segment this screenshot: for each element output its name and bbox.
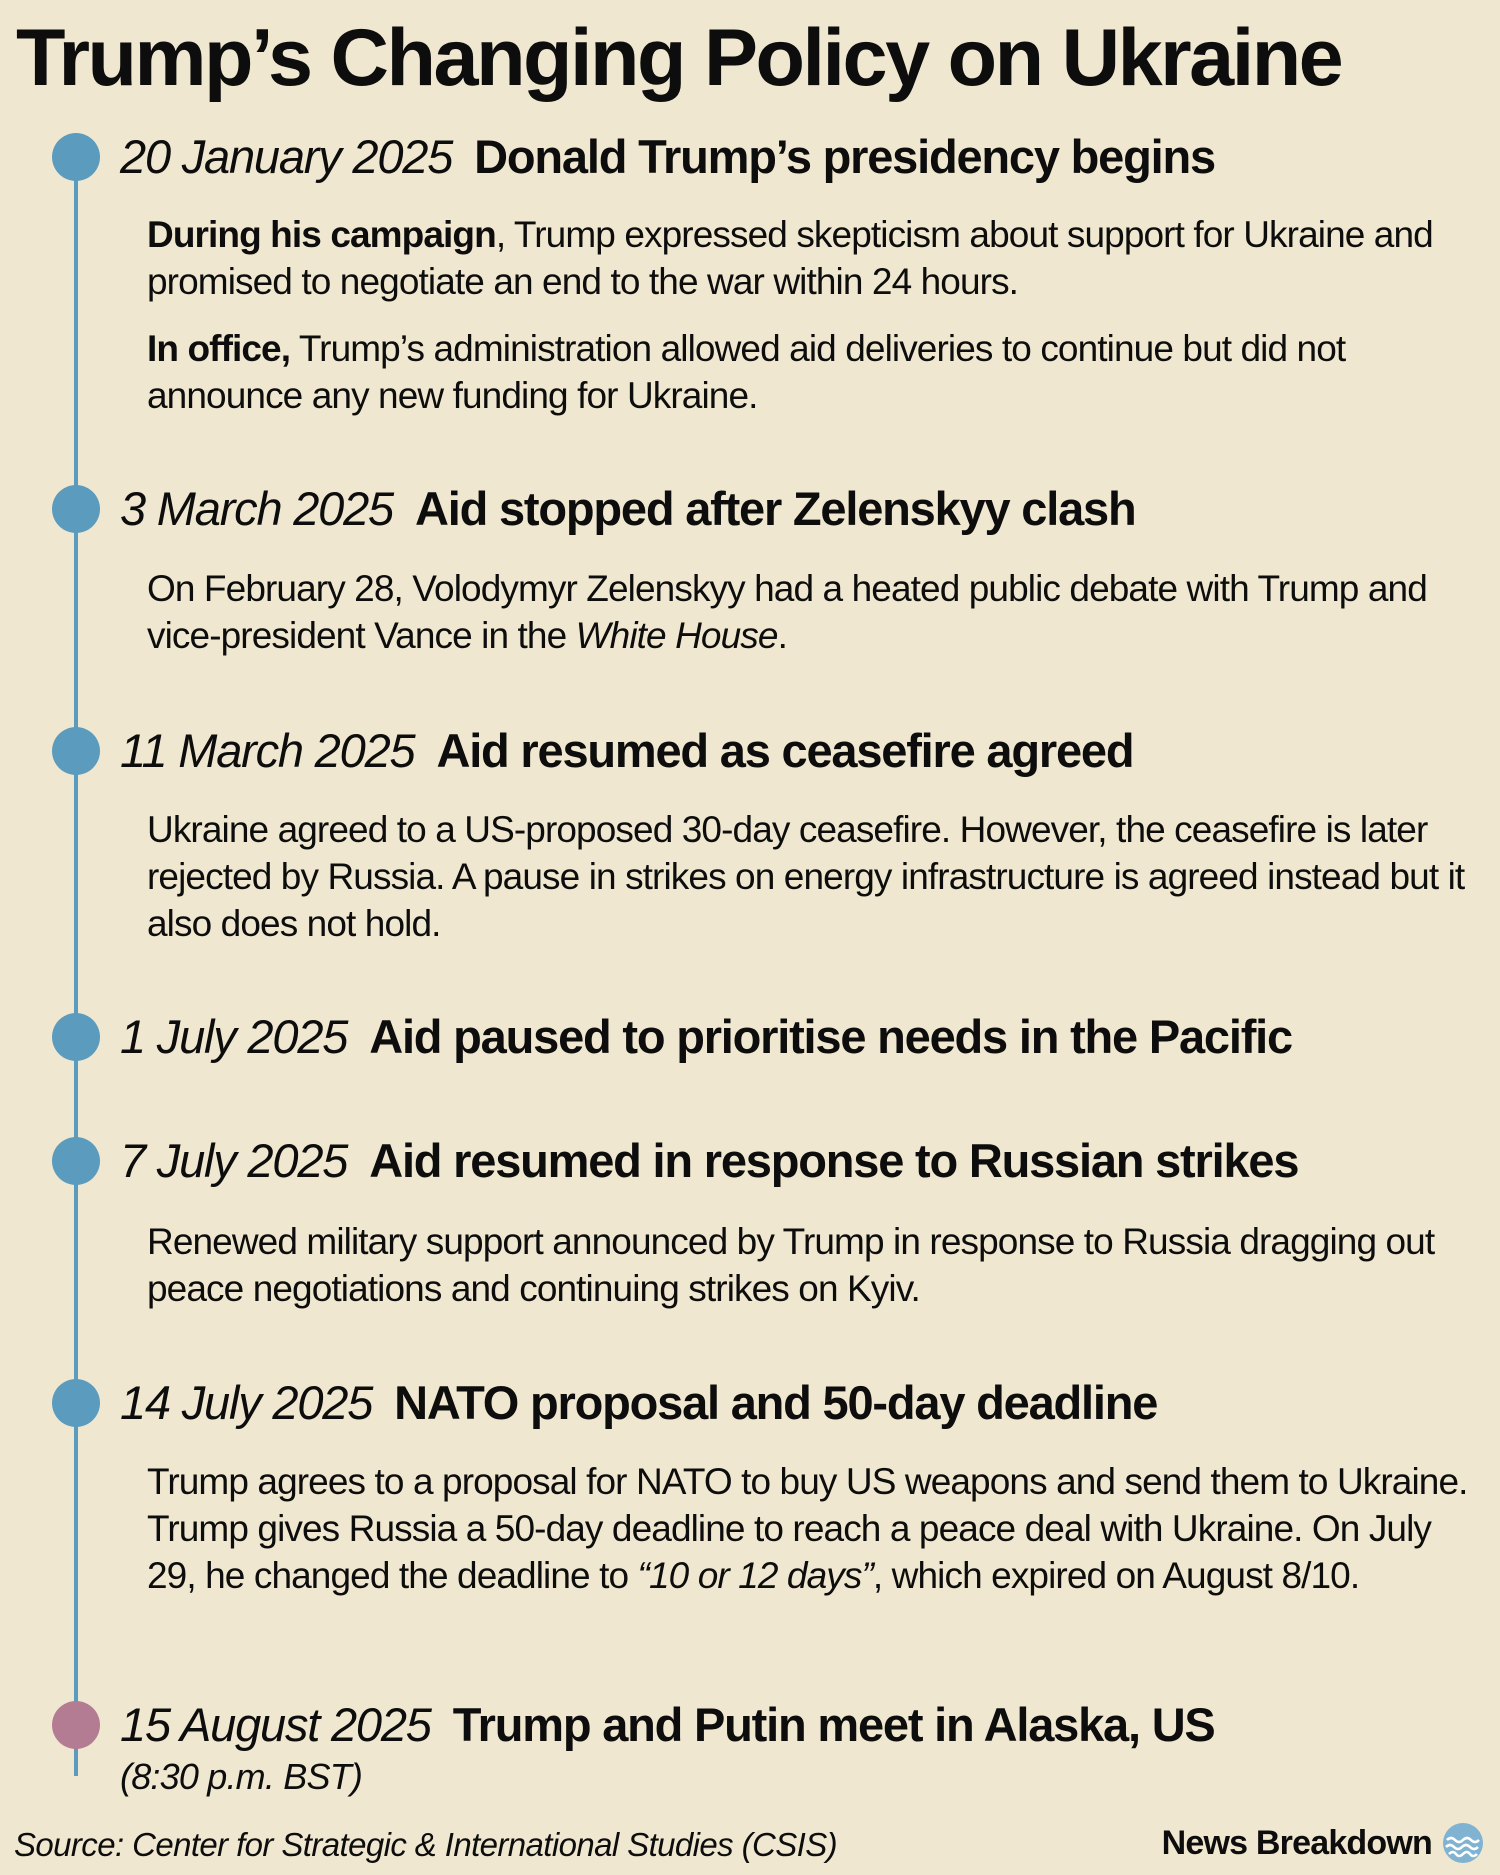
event-heading bbox=[120, 723, 1133, 779]
event-label: Aid resumed as ceasefire agreed bbox=[436, 724, 1134, 777]
event-heading bbox=[120, 1697, 1215, 1753]
brand bbox=[1162, 1822, 1484, 1864]
paragraph-emphasis: White House bbox=[575, 615, 778, 656]
source-note: Source: Center for Strategic & International Studies (CSIS) bbox=[14, 1826, 838, 1863]
event-paragraph bbox=[147, 1218, 1477, 1312]
event-paragraph bbox=[147, 211, 1477, 305]
timeline-dot bbox=[52, 133, 100, 181]
paragraph-text: On February 28, Volodymyr Zelenskyy had a heated public debate with Trump and vice-president Vance in the bbox=[147, 568, 1427, 656]
event-date: 14 July 2025 bbox=[120, 1376, 373, 1429]
event-heading bbox=[120, 1375, 1157, 1431]
brand-name: News Breakdown bbox=[1161, 1823, 1432, 1862]
page-title: Trump’s Changing Policy on Ukraine bbox=[16, 13, 1342, 103]
event-date: 11 March 2025 bbox=[120, 724, 415, 777]
event-label: NATO proposal and 50-day deadline bbox=[394, 1376, 1158, 1429]
timeline-line bbox=[74, 158, 78, 1776]
event-subtitle: (8:30 p.m. BST) bbox=[120, 1756, 363, 1797]
paragraph-text: Ukraine agreed to a US-proposed 30-day ceasefire. However, the ceasefire is later rejected by Russia. A pause in strikes on energy infrastructure is agreed instead but it also does not hold. bbox=[147, 809, 1465, 944]
waves-logo-icon bbox=[1442, 1822, 1484, 1864]
event-label: Aid resumed in response to Russian strikes bbox=[369, 1134, 1299, 1187]
event-label: Trump and Putin meet in Alaska, US bbox=[452, 1698, 1215, 1751]
paragraph-text: Renewed military support announced by Trump in response to Russia dragging out peace negotiations and continuing strikes on Kyiv. bbox=[147, 1221, 1435, 1309]
paragraph-tail: , which expired on August 8/10. bbox=[872, 1555, 1360, 1596]
timeline-dot bbox=[52, 1379, 100, 1427]
event-heading bbox=[120, 129, 1215, 185]
paragraph-lead: In office, bbox=[147, 328, 291, 369]
event-date: 7 July 2025 bbox=[120, 1134, 348, 1187]
timeline-dot bbox=[52, 1013, 100, 1061]
event-paragraph bbox=[147, 806, 1477, 947]
paragraph-emphasis: “10 or 12 days” bbox=[637, 1555, 873, 1596]
paragraph-text: Trump agrees to a proposal for NATO to buy US weapons and send them to Ukraine. Trump gives Russia a 50-day deadline to reach a peace deal with Ukraine. On July 29, he changed the deadline to bbox=[147, 1461, 1468, 1596]
paragraph-tail: . bbox=[777, 615, 787, 656]
event-date: 3 March 2025 bbox=[120, 482, 393, 535]
paragraph-lead: During his campaign bbox=[147, 214, 496, 255]
timeline-dot bbox=[52, 727, 100, 775]
event-heading bbox=[120, 481, 1135, 537]
event-date: 20 January 2025 bbox=[120, 130, 453, 183]
event-date: 15 August 2025 bbox=[120, 1698, 431, 1751]
event-paragraph bbox=[147, 565, 1477, 659]
paragraph-text: Trump’s administration allowed aid deliveries to continue but did not announce any new funding for Ukraine. bbox=[147, 328, 1346, 416]
timeline-dot bbox=[52, 1137, 100, 1185]
timeline-dot bbox=[52, 485, 100, 533]
event-paragraph bbox=[147, 325, 1477, 419]
timeline-dot-final bbox=[52, 1701, 100, 1749]
event-heading bbox=[120, 1009, 1292, 1065]
event-label: Aid stopped after Zelenskyy clash bbox=[415, 482, 1136, 535]
event-date: 1 July 2025 bbox=[120, 1010, 348, 1063]
event-label: Aid paused to prioritise needs in the Pacific bbox=[369, 1010, 1292, 1063]
paragraph-text: , Trump expressed skepticism about support for Ukraine and promised to negotiate an end to the war within 24 hours. bbox=[147, 214, 1433, 302]
event-label: Donald Trump’s presidency begins bbox=[474, 130, 1215, 183]
event-heading bbox=[120, 1133, 1298, 1189]
event-paragraph bbox=[147, 1458, 1477, 1599]
